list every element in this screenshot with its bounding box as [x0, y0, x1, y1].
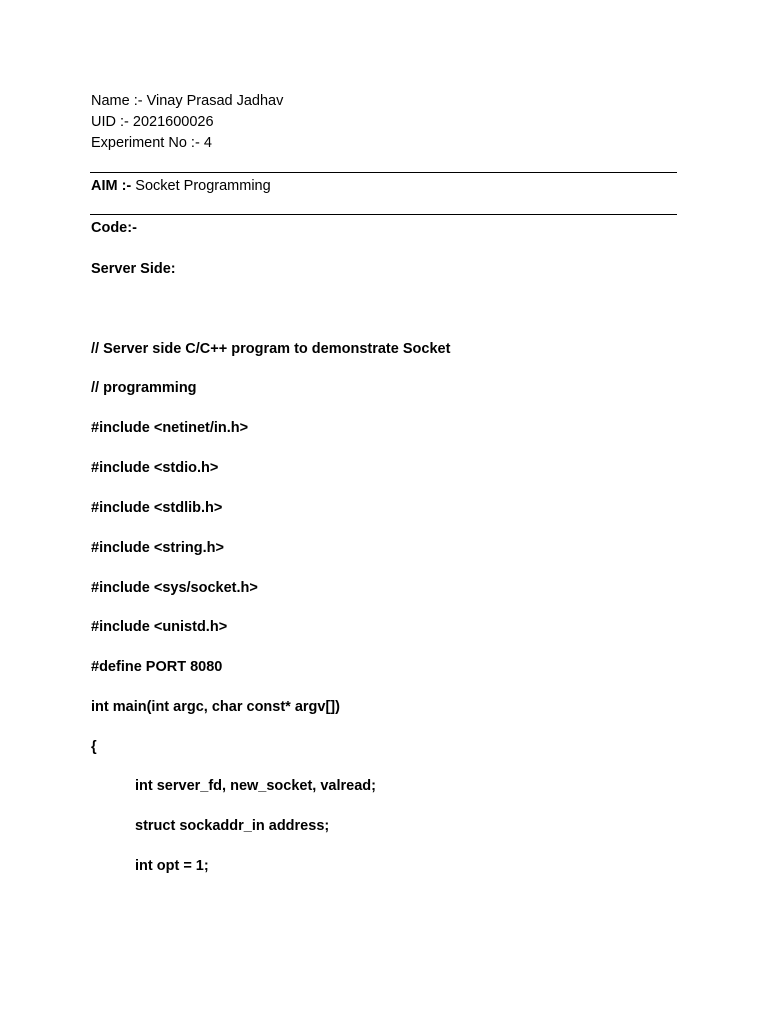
code-line: int main(int argc, char const* argv[]) — [91, 699, 340, 715]
code-line: // programming — [91, 380, 197, 396]
code-line: #include <string.h> — [91, 540, 224, 556]
code-line: #include <stdlib.h> — [91, 500, 223, 516]
code-line: #define PORT 8080 — [91, 659, 223, 675]
aim-label: AIM :- — [91, 178, 132, 194]
code-line: // Server side C/C++ program to demonstrate Socket — [91, 341, 451, 357]
server-side-heading: Server Side: — [91, 261, 176, 277]
student-name: Name :- Vinay Prasad Jadhav — [91, 93, 284, 109]
code-line: int server_fd, new_socket, valread; — [135, 778, 376, 794]
code-line: #include <sys/socket.h> — [91, 580, 258, 596]
code-line: { — [91, 739, 97, 755]
divider-line — [90, 214, 677, 215]
student-uid: UID :- 2021600026 — [91, 114, 214, 130]
code-line: #include <stdio.h> — [91, 460, 219, 476]
divider-line — [90, 172, 677, 173]
experiment-number: Experiment No :- 4 — [91, 135, 212, 151]
code-line: #include <unistd.h> — [91, 619, 228, 635]
aim-line — [91, 177, 271, 195]
code-heading: Code:- — [91, 220, 137, 236]
code-line: #include <netinet/in.h> — [91, 420, 249, 436]
code-line: struct sockaddr_in address; — [135, 818, 330, 834]
aim-text: Socket Programming — [131, 178, 271, 194]
code-line: int opt = 1; — [135, 858, 209, 874]
